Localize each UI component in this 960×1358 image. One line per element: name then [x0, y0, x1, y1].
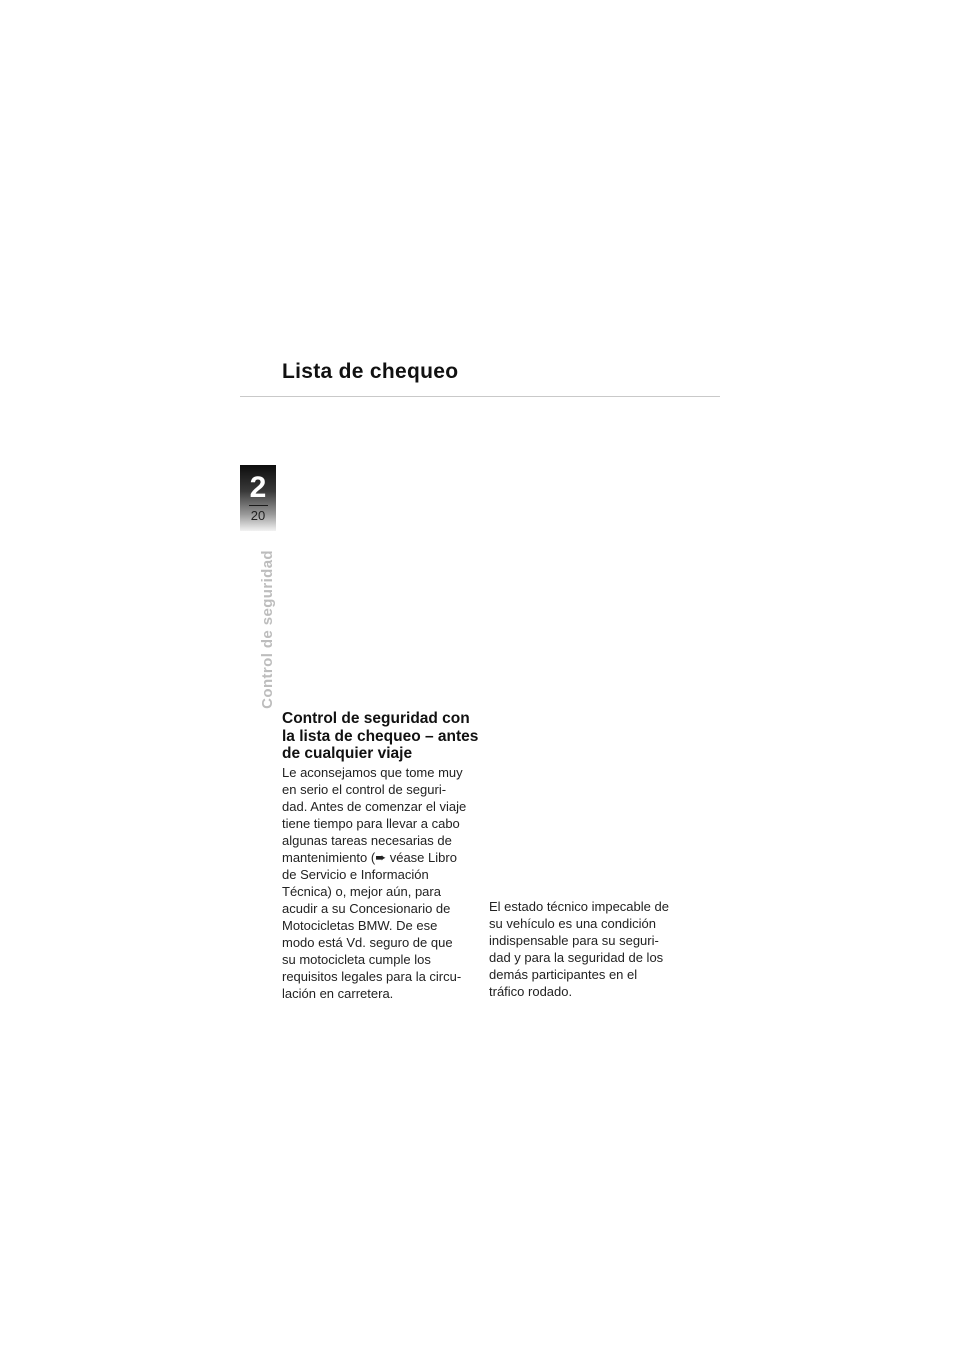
text-line: tráfico rodado.	[489, 984, 573, 999]
text-line: dad y para la seguridad de los	[489, 950, 664, 965]
text-line: El estado técnico impecable de	[489, 899, 669, 914]
page-number: 20	[250, 508, 266, 523]
text-line: de Servicio e Información	[282, 866, 429, 882]
section-side-label: Control de seguridad	[259, 550, 276, 709]
text-line: tiene tiempo para llevar a cabo	[282, 815, 460, 831]
text-line: acudir a su Concesionario de	[282, 900, 451, 916]
left-column	[282, 710, 482, 1002]
chapter-number: 2	[249, 471, 267, 504]
text-line: en serio el control de seguri-	[282, 781, 447, 797]
right-column	[489, 897, 699, 1000]
heading-line: de cualquier viaje	[282, 745, 413, 762]
chapter-separator	[249, 505, 268, 506]
heading-line: Control de seguridad con	[282, 710, 470, 727]
right-paragraph	[489, 898, 699, 1000]
section-heading	[282, 710, 482, 763]
title-divider	[240, 396, 720, 397]
heading-line: la lista de chequeo – antes	[282, 727, 479, 745]
text-line: Técnica) o, mejor aún, para	[282, 883, 441, 899]
text-line: dad. Antes de comenzar el viaje	[282, 798, 467, 814]
text-line: Le aconsejamos que tome muy	[282, 764, 463, 780]
left-paragraph	[282, 764, 482, 1002]
text-line: su vehículo es una condición	[489, 916, 656, 931]
text-line: requisitos legales para la circu-	[282, 968, 462, 984]
text-line: modo está Vd. seguro de que	[282, 934, 453, 950]
text-line: Motocicletas BMW. De ese	[282, 917, 438, 933]
text-line: lación en carretera.	[282, 985, 394, 1001]
text-line: su motocicleta cumple los	[282, 951, 431, 967]
page-title: Lista de chequeo	[282, 360, 459, 383]
text-line: indispensable para su seguri-	[489, 933, 659, 948]
text-line: algunas tareas necesarias de	[282, 832, 452, 848]
text-line: mantenimiento (➨ véase Libro	[282, 849, 457, 865]
chapter-tab	[240, 465, 276, 531]
text-line: demás participantes en el	[489, 967, 638, 982]
